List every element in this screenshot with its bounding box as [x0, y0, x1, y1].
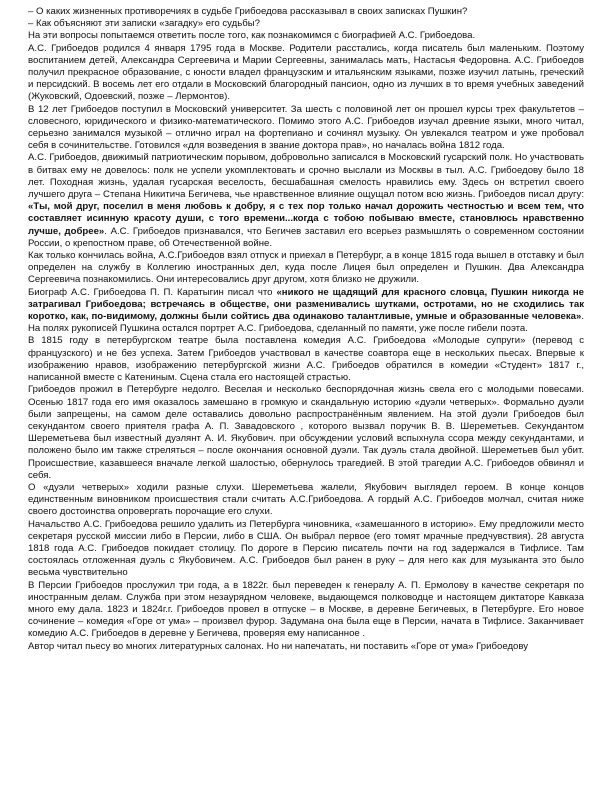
paragraph-text: Начальство А.С. Грибоедова решило удалить из Петербурга чиновника, «замешанного в историю». Ему предложили место секретаря русской миссии либо в Персии, либо в США. Он выбрал первое (его томят мрачные предчувствия). 28 августа 1818 года А.С. Грибоедов покидает столицу. По дороге в Персию писатель почти на год задержался в Тифлисе. Там состоялась отложенная дуэль с Якубовичем. А.С. Грибоедов был ранен в руку – для него как для музыканта это было весьма чувствительно: [28, 518, 584, 579]
paragraph: [28, 519, 584, 580]
paragraph: [28, 335, 584, 384]
paragraph: [28, 30, 584, 42]
paragraph-text: На эти вопросы попытаемся ответить после того, как познакомимся с биографией А.С. Грибоедова.: [28, 30, 476, 42]
paragraph: [28, 104, 584, 153]
paragraph: [28, 6, 584, 18]
quote-text: «Ты, мой друг, поселил в меня любовь к добру, я с тех пор только начал дорожить честностью и всем тем, что составляет исинную красоту души, с того времени...когда с тобою побываю вместе, становлюсь нравственно лучше, добрее»: [28, 201, 584, 237]
paragraph-text: . А.С. Грибоедов признавался, что Бегичев заставил его всерьез размышлять о современном состоянии России, о крепостном праве, об Отечественной войне.: [28, 225, 584, 249]
paragraph-text: Автор читал пьесу во многих литературных салонах. Но ни напечатать, ни поставить «Горе от ума» Грибоедову: [28, 640, 529, 652]
paragraph: [28, 250, 584, 287]
quote-text: «никого не щадящий для красного словца, Пушкин никогда не затрагивал Грибоедова; встречаясь в обществе, они разменивались шутками, остротами, но не сходились так коротко, как, по-видимому, должны были сойтись два одинаково талантливые, умные и образованные человека»: [28, 286, 584, 323]
paragraph-text: Грибоедов прожил в Петербурге недолго. Веселая и несколько беспорядочная жизнь свела его с молодыми повесами. Осенью 1817 года его имя оказалось замешано в громкую и скандальную историю «дуэли четверых». Формально дуэли были запрещены, на самом деле оставались довольно распространённым явлением. На этой дуэли Грибоедов был секундантом своего приятеля графа А. П. Завадовского , которого вызвал поручик В. В. Шереметьев. Секундантом Шереметьева был известный дуэлянт А. И. Якубович. при обсуждении условий вспыхнула ссора между секундантами, и положено было им также стреляться – после окончания основной дуэли. Так дуэль стала двойной. Шереметьев был убит. Происшествие, казавшееся вначале легкой шалостью, обернулось трагедией. В этой трагедии А.С. Грибоедов обвинял и себя.: [28, 384, 584, 481]
paragraph: [28, 580, 584, 641]
paragraph: [28, 287, 584, 336]
paragraph-text: . На полях рукописей Пушкина остался портрет А.С. Грибоедова, сделанный по памяти, уже после гибели поэта.: [28, 311, 584, 335]
paragraph: [28, 18, 584, 30]
paragraph: [28, 43, 584, 104]
paragraph-text: В Персии Грибоедов прослужил три года, а в 1822г. был переведен к генералу А. П. Ермолову в качестве секретаря по иностранным делам. Служба при этом незаурядном человеке, выдающемся полководце и настоящем диктаторе Кавказа много ему дала. 1823 и 1824г.г. Грибоедов провел в отпуске – в Москве, в деревне Бегичевых, в Петербурге. Его новое сочинение – комедия «Горе от ума» – произвел фурор. Задумана она была еще в Персии, начата в Тифлисе. Заканчивает комедию А.С. Грибоедов в деревне у Бегичева, проверяя ему написанное .: [28, 579, 584, 640]
paragraph-text: Биограф А.С. Грибоедова П. П. Каратыгин писал что: [28, 286, 277, 298]
paragraph: [28, 482, 584, 519]
paragraph-text: О «дуэли четверых» ходили разные слухи. Шереметьева жалели, Якубович выглядел героем. В конце концов единственным виновником происшествия стали считать А.С.Грибоедова. А гордый А.С. Грибоедов молчал, считая ниже своего достоинства опровергать порочащие его слухи.: [28, 481, 584, 518]
paragraph-text: А.С. Грибоедов родился 4 января 1795 года в Москве. Родители расстались, когда писатель был маленьким. Поэтому воспитанием детей, Александра Сергеевича и Марии Сергеевны, занималась мать, Настасья Федоровна. А.С. Грибоедов получил прекрасное образование, с юности владел французским и итальянским языками, позже изучил латынь, греческий и персидский. В восемь лет его отдали в Московский благородный пансион, одно из лучших в то время учебных заведений (Жуковский, Одоевский, позже – Лермонтов).: [28, 42, 584, 103]
paragraph-text: В 12 лет Грибоедов поступил в Московский университет. За шесть с половиной лет он прошел курсы трех факультетов – словесного, юридического и физико-математического. Помимо этого А.С. Грибоедов изучал древние языки, много читал, серьезно занимался музыкой – отлично играл на фортепиано и сочинял музыку. Он увлекался театром и уже пробовал себя в сочинительстве. Готовился «для возведения в звание доктора прав», но началась война 1812 года.: [28, 103, 584, 152]
paragraph: [28, 384, 584, 482]
paragraph: [28, 641, 584, 653]
paragraph-text: А.С. Грибоедов, движимый патриотическим порывом, добровольно записался в Московский гусарский полк. Но участвовать в битвах ему не довелось: полк не успели укомплектовать и срочно выслали из Москвы в тыл. А.С. Грибоедову было 18 лет. Походная жизнь, удалая гусарская веселость, бесшабашная смелость нравились ему. Здесь он встретил своего лучшего друга – Степана Никитича Бегичева, чье нравственное влияние ощущал потом всю жизнь. Грибоедов писал другу:: [28, 152, 584, 201]
paragraph-text: Как только кончилась война, А.С.Грибоедов взял отпуск и приехал в Петербург, а в конце 1815 года вышел в отставку и был определен на службу в Коллегию иностранных дел, куда после Лицея был определен и Пушкин. Два Александра Сергеевича познакомились. Они интересовались друг другом, хотя близко не дружили.: [28, 250, 584, 286]
paragraph-text: – Как объясняют эти записки «загадку» его судьбы?: [28, 18, 260, 30]
paragraph: [28, 152, 584, 250]
document-page: [28, 6, 584, 790]
paragraph-text: – О каких жизненных противоречиях в судьбе Грибоедова рассказывал в своих записках Пушкин?: [28, 6, 468, 17]
paragraph-text: В 1815 году в петербургском театре была поставлена комедия А.С. Грибоедова «Молодые супруги» (перевод с французского) и не без успеха. Затем Грибоедов участвовал в качестве соавтора еще в нескольких пьесах. Впервые к изображению нравов, изображению петербургской жизни А.С. Грибоедов обратился в комедии «Студент» 1817 г., написанной вместе с Катениным. Сцена стала его настоящей страстью.: [28, 335, 584, 384]
